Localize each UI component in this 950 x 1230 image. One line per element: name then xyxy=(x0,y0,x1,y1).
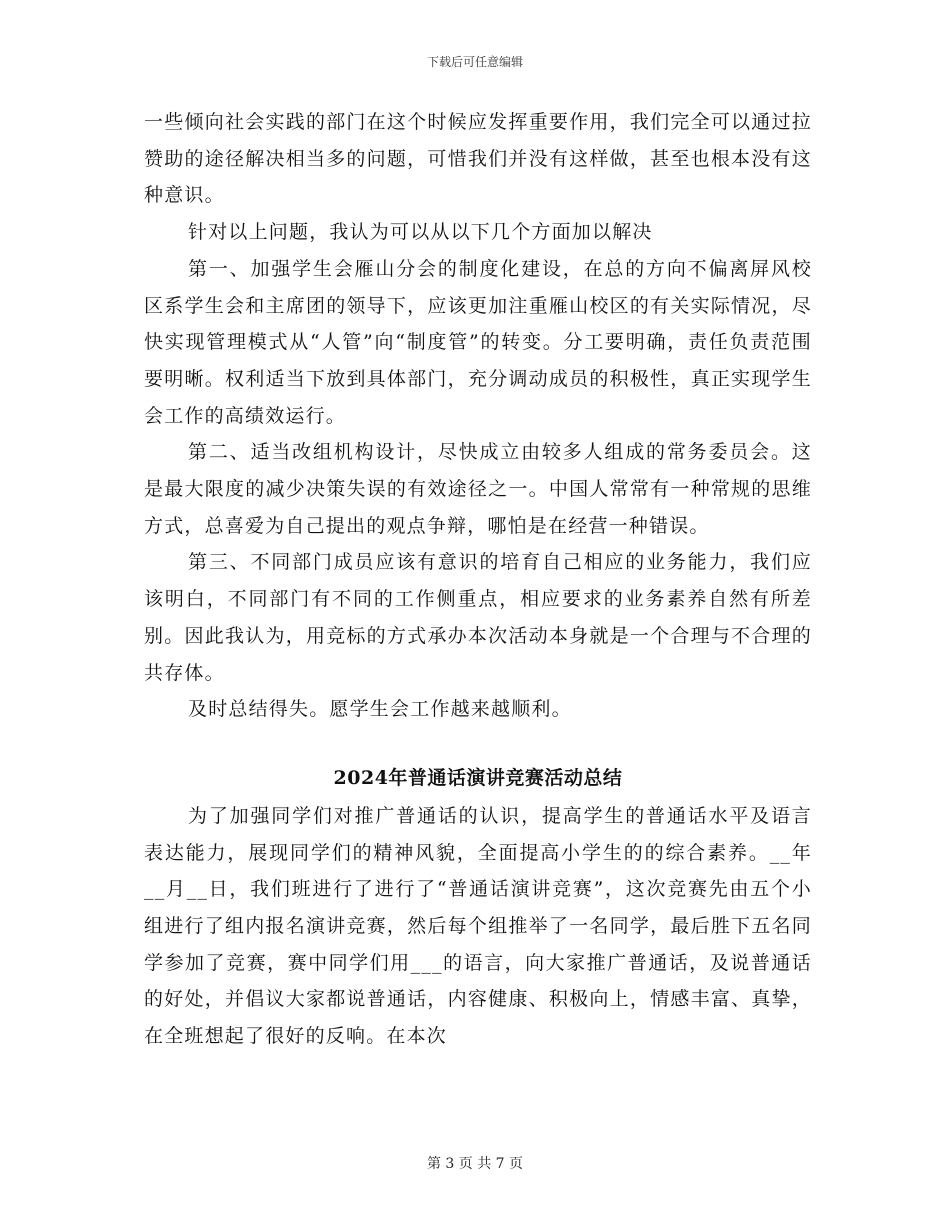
paragraph-1: 针对以上问题，我认为可以从以下几个方面加以解决 xyxy=(188,221,653,244)
paragraph-2: 第一、加强学生会雁山分会的制度化建设，在总的方向不偏离屏风校区系学生会和主席团的领导下，应该更加注重雁山校区的有关实际情况，尽快实现管理模式从“人管”向“制度管”的转变。分工要明确，责任负责范围要明晰。权利适当下放到具体部门，充分调动成员的积极性，真正实现学生会工作的高绩效运行。 xyxy=(144,257,812,427)
paragraph-6: 为了加强同学们对推广普通话的认识，提高学生的普通话水平及语言表达能力，展现同学们的精神风貌，全面提高小学生的的综合素养。__年__月__日，我们班进行了进行了“普通话演讲竞赛”，这次竞赛先由五个小组进行了组内报名演讲竞赛，然后每个组推举了一名同学，最后胜下五名同学参加了竞赛，赛中同学们用___的语言，向大家推广普通话，及说普通话的好处，并倡议大家都说普通话，内容健康、积极向上，情感丰富、真挚，在全班想起了很好的反响。在本次 xyxy=(144,804,812,1048)
paragraph-4: 第三、不同部门成员应该有意识的培育自己相应的业务能力，我们应该明白，不同部门有不同的工作侧重点，相应要求的业务素养自然有所差别。因此我认为，用竞标的方式承办本次活动本身就是一个合理与不合理的共存体。 xyxy=(144,551,812,684)
paragraph-3: 第二、适当改组机构设计，尽快成立由较多人组成的常务委员会。这是最大限度的减少决策失误的有效途径之一。中国人常常有一种常规的思维方式，总喜爱为自己提出的观点争辩，哪怕是在经营一种错误。 xyxy=(144,441,812,537)
paragraph-0: 一些倾向社会实践的部门在这个时候应发挥重要作用，我们完全可以通过拉赞助的途径解决相当多的问题，可惜我们并没有这样做，甚至也根本没有这种意识。 xyxy=(144,111,812,207)
page-number: 第 3 页 共 7 页 xyxy=(426,1156,524,1172)
page-header-note: 下载后可任意编辑 xyxy=(426,55,523,69)
section-title: 2024年普通话演讲竞赛活动总结 xyxy=(333,766,623,789)
document-body xyxy=(144,104,812,1055)
paragraph-5: 及时总结得失。愿学生会工作越来越顺利。 xyxy=(188,698,572,721)
